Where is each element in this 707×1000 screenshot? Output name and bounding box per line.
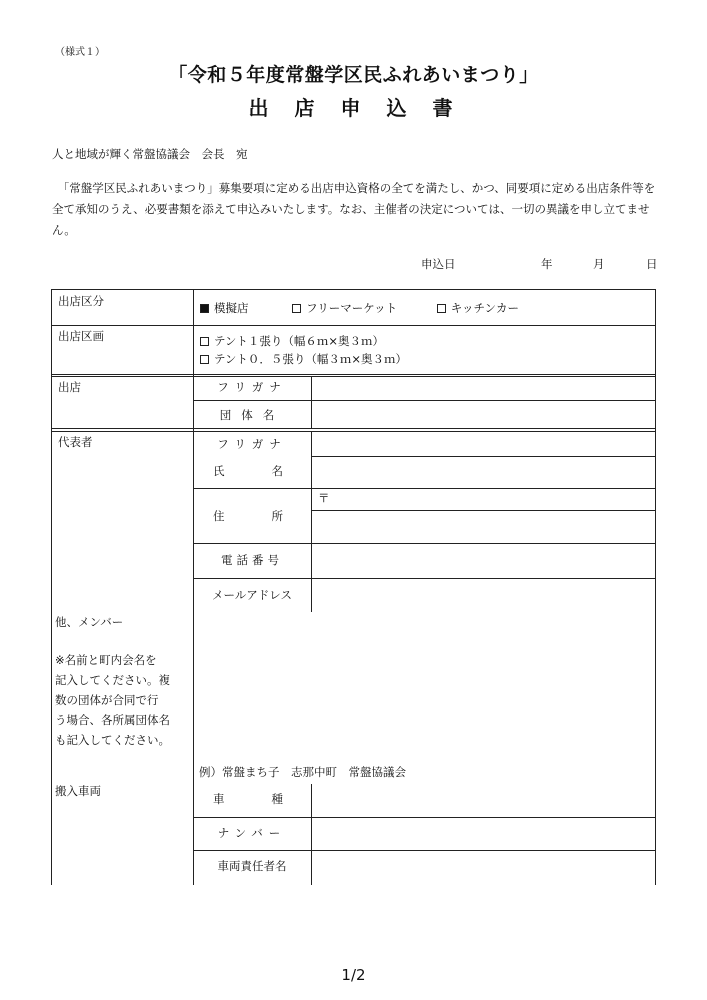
checkbox-checked[interactable] [200, 304, 209, 313]
table-border-left [51, 289, 52, 885]
row-line [193, 578, 656, 579]
category-option-mogiten[interactable]: 模擬店 [200, 300, 249, 316]
rep-phone-label: 電話番号 [221, 553, 283, 567]
row-line [311, 456, 656, 457]
vehicle-label: 搬入車両 [55, 784, 101, 798]
intro-paragraph: 「常盤学区民ふれあいまつり」募集要項に定める出店申込資格の全てを満たし、かつ、同要項に定める出店条件等を全て承知のうえ、必要書類を添えて申込みいたします。なお、主催者の決定については、一切の異議を申し立てません。 [52, 181, 656, 237]
document-title: 「令和５年度常盤学区民ふれあいまつり」 [168, 64, 539, 86]
rep-label: 代表者 [58, 435, 93, 449]
shop-label: 出店 [58, 380, 81, 394]
category-options [200, 300, 555, 316]
postal-mark: 〒 [318, 491, 330, 505]
form-number: （様式１） [55, 47, 105, 58]
members-note-line: 記入してください。複 [55, 673, 170, 687]
area-option-half-tent[interactable]: テント０．５張り（幅３ｍ×奥３ｍ） [200, 351, 407, 367]
rep-name-label: 氏 名 [213, 464, 291, 478]
row-line [51, 431, 656, 432]
checkbox[interactable] [292, 304, 301, 313]
date-year: 年 [541, 257, 553, 271]
members-note-line: も記入してください。 [55, 733, 170, 747]
rep-furigana-label: フリガナ [217, 437, 287, 451]
document-subtitle: 出店申込書 [248, 96, 479, 120]
vehicle-type-label: 車 種 [213, 792, 291, 806]
row-line [51, 428, 656, 429]
area-label: 出店区画 [58, 329, 104, 343]
table-divider-sub-rep [311, 432, 312, 612]
vehicle-number-label: ナンバー [217, 826, 287, 840]
checkbox[interactable] [200, 337, 209, 346]
members-label: 他、メンバー [55, 615, 124, 629]
row-line [193, 543, 656, 544]
date-month: 月 [593, 257, 605, 271]
row-line [51, 374, 656, 375]
members-note-line: ※名前と町内会名を [55, 653, 157, 667]
shop-furigana-label: フリガナ [217, 380, 287, 394]
shop-group-name-label: 団体名 [219, 408, 285, 422]
page-number: 1/2 [341, 966, 366, 984]
checkbox[interactable] [437, 304, 446, 313]
table-border-right [655, 289, 656, 885]
row-line [193, 400, 656, 401]
row-line [51, 376, 656, 377]
table-divider-sub-vehicle [311, 784, 312, 885]
vehicle-owner-label: 車両責任者名 [217, 859, 287, 873]
addressee: 人と地域が輝く常盤協議会 会長 宛 [52, 147, 248, 161]
row-line [193, 488, 656, 489]
category-label: 出店区分 [58, 294, 104, 308]
date-day: 日 [646, 257, 658, 271]
row-line [51, 325, 656, 326]
date-label: 申込日 [421, 257, 456, 271]
category-option-flea-market[interactable]: フリーマーケット [292, 300, 397, 316]
members-note-line: 数の団体が合同で行 [55, 693, 159, 707]
area-option-full-tent[interactable]: テント１張り（幅６ｍ×奥３ｍ） [200, 333, 384, 349]
row-line [311, 510, 656, 511]
members-note-line: う場合、各所属団体名 [55, 713, 170, 727]
table-divider-sub-shop [311, 376, 312, 428]
rep-address-label: 住 所 [213, 509, 291, 523]
table-border-top [51, 289, 656, 290]
row-line [193, 817, 656, 818]
checkbox[interactable] [200, 355, 209, 364]
category-option-kitchen-car[interactable]: キッチンカー [437, 300, 519, 316]
row-line [193, 850, 656, 851]
rep-email-label: メールアドレス [212, 588, 292, 602]
members-example: 例）常盤まち子 志那中町 常盤協議会 [199, 765, 406, 779]
